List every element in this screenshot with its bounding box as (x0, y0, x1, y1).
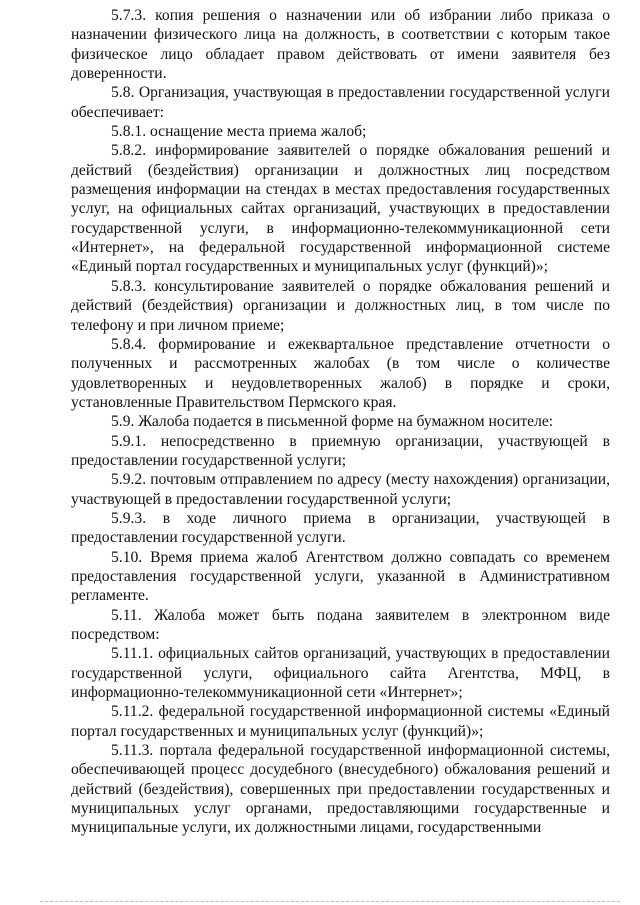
paragraph-5-11-1: 5.11.1. официальных сайтов организаций, участвующих в предоставлении государственной услуги, официального сайта Агентства, МФЦ, в информационно-телекоммуникационной сети «Интернет»; (71, 645, 610, 702)
paragraph-5-8: 5.8. Организация, участвующая в предоставлении государственной услуги обеспечивает: (71, 84, 610, 121)
paragraph-5-9: 5.9. Жалоба подается в письменной форме на бумажном носителе: (111, 413, 554, 431)
paragraph-5-11-2: 5.11.2. федеральной государственной информационной системы «Единый портал государственных и муниципальных услуг (функций)»; (71, 703, 610, 740)
paragraph-5-9-2: 5.9.2. почтовым отправлением по адресу (месту нахождения) организации, участвующей в предоставлении государственной услуги; (71, 471, 610, 508)
paragraph-5-8-4: 5.8.4. формирование и ежеквартальное представление отчетности о полученных и рассмотренных жалобах (в том числе о количестве удовлетворенных и неудовлетворенных жалоб) в порядке и сроки, установленные Правительством Пермского края. (71, 335, 610, 411)
paragraph-5-11: 5.11. Жалоба может быть подана заявителем в электронном виде посредством: (71, 606, 610, 643)
paragraph-5-9-1: 5.9.1. непосредственно в приемную организации, участвующей в предоставлении государственной услуги; (71, 432, 610, 469)
paragraph-5-9-3: 5.9.3. в ходе личного приема в организации, участвующей в предоставлении государственной услуги. (71, 509, 610, 547)
paragraph-5-7-3: 5.7.3. копия решения о назначении или об избрании либо приказа о назначении физического лица на должность, в соответствии с которым такое физическое лицо обладает правом действовать от имени заявителя без доверенности. (71, 7, 610, 83)
scan-edge-line (40, 901, 620, 902)
paragraph-5-8-2: 5.8.2. информирование заявителей о порядке обжалования решений и действий (бездействия) организации и должностных лиц посредством размещения информации на стендах в местах предоставления государственных услуг, на официальных сайтах организаций, участвующих в предоставлении государственной услуги, в информационно-телекоммуникационной сети «Интернет», на федеральной государственной информационной системе «Единый портал государственных и муниципальных услуг (функций)»; (71, 142, 610, 276)
paragraph-5-11-3: 5.11.3. портала федеральной государственной информационной системы, обеспечивающей процесс досудебного (внесудебного) обжалования решений и действий (бездействия), совершенных при предоставлении государственных и муниципальных услуг органами, предоставляющими государственные и муниципальные услуги, их должностными лицами, государственными (71, 742, 610, 837)
paragraph-5-10: 5.10. Время приема жалоб Агентством должно совпадать со временем предоставления государственной услуги, указанной в Административном регламенте. (71, 548, 610, 605)
paragraph-5-8-3: 5.8.3. консультирование заявителей о порядке обжалования решений и действий (бездействия) организации и должностных лиц, в том числе по телефону и при личном приеме; (71, 277, 610, 334)
paragraph-5-8-1: 5.8.1. оснащение места приема жалоб; (111, 123, 367, 141)
